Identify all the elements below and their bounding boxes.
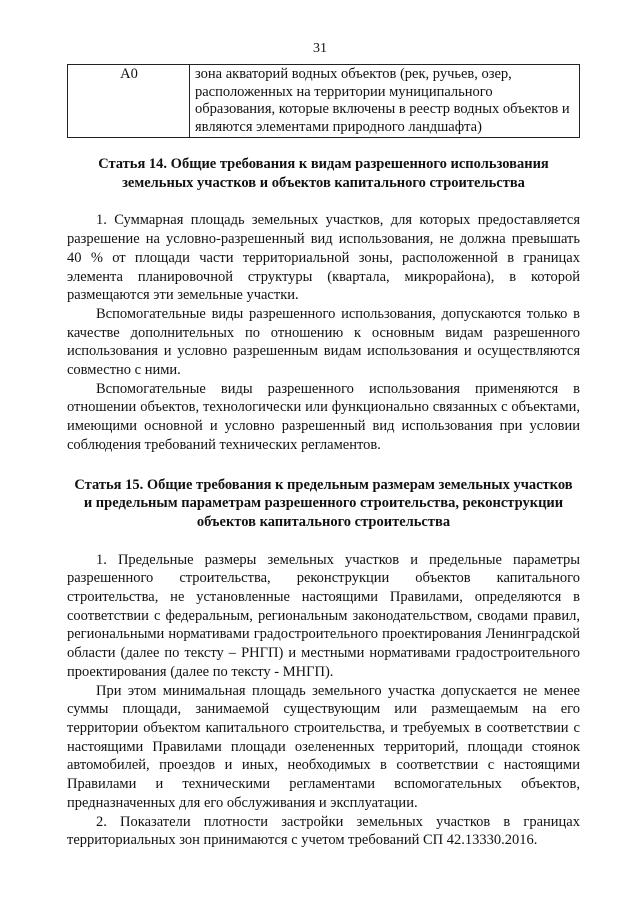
paragraph: Вспомогательные виды разрешенного использования, допускаются только в качестве дополнительных по отношению к основным видам разрешенного использования и условно разрешенным видам использования и осуществляются совместно с ними. bbox=[67, 305, 580, 379]
page-number: 31 bbox=[313, 41, 327, 56]
article-15-title bbox=[67, 476, 580, 532]
table-row bbox=[68, 65, 580, 138]
document-body bbox=[67, 155, 580, 850]
zone-description bbox=[190, 65, 580, 138]
zone-code: А0 bbox=[68, 65, 190, 138]
zone-description-line: образования, которые включены в реестр водных объектов и bbox=[195, 101, 570, 117]
paragraph: 2. Показатели плотности застройки земельных участков в границах территориальных зон принимаются с учетом требований СП 42.13330.2016. bbox=[67, 813, 580, 849]
paragraph: Вспомогательные виды разрешенного использования применяются в отношении объектов, технологически или функционально связанных с объектами, имеющими основной и условно разрешенный вид использования при условии соблюдения требований технических регламентов. bbox=[67, 380, 580, 453]
article-14-title bbox=[67, 155, 580, 192]
paragraph: 1. Суммарная площадь земельных участков, для которых предоставляется разрешение на условно-разрешенный вид использования, не должна превышать 40 % от площади части территориальной зоны, расположенной в границах элемента планировочной структуры (квартала, микрорайона), в которой размещаются эти земельные участки. bbox=[67, 212, 580, 304]
zone-table bbox=[67, 64, 580, 138]
paragraph: 1. Предельные размеры земельных участков и предельные параметры разрешенного строительства, реконструкции объектов капитального строительства, не установленные настоящими Правилами, определяются в соответствии с федеральным, региональным законодательством, сводами правил, региональными нормативами градостроительного проектирования Ленинградской области (далее по тексту – РНГП) и местными нормативами градостроительного проектирования (далее по тексту - МНГП). bbox=[67, 551, 580, 680]
title-line: Статья 14. Общие требования к видам разрешенного использования bbox=[98, 156, 549, 172]
paragraph: При этом минимальная площадь земельного участка допускается не менее суммы площади, занимаемой существующим или размещаемым на его территории объектом капитального строительства, и требуемых в соответствии с настоящими Правилами площади озелененных территорий, площади стоянок автомобилей, проездов и иных, необходимых в соответствии с настоящими Правилами и техническими регламентами вспомогательных объектов, предназначенных для его обслуживания и эксплуатации. bbox=[67, 682, 580, 811]
title-line: и предельным параметрам разрешенного строительства, реконструкции bbox=[83, 495, 564, 512]
title-line: земельных участков и объектов капитального строительства bbox=[122, 174, 525, 191]
zone-description-line: являются элементами природного ландшафта) bbox=[195, 118, 482, 135]
zone-description-line: расположенных на территории муниципального bbox=[195, 83, 493, 100]
title-line: Статья 15. Общие требования к предельным размерам земельных участков bbox=[74, 476, 573, 493]
zone-description-line: зона акваторий водных объектов (рек, ручьев, озер, bbox=[195, 66, 512, 82]
title-line: объектов капитального строительства bbox=[196, 513, 451, 530]
